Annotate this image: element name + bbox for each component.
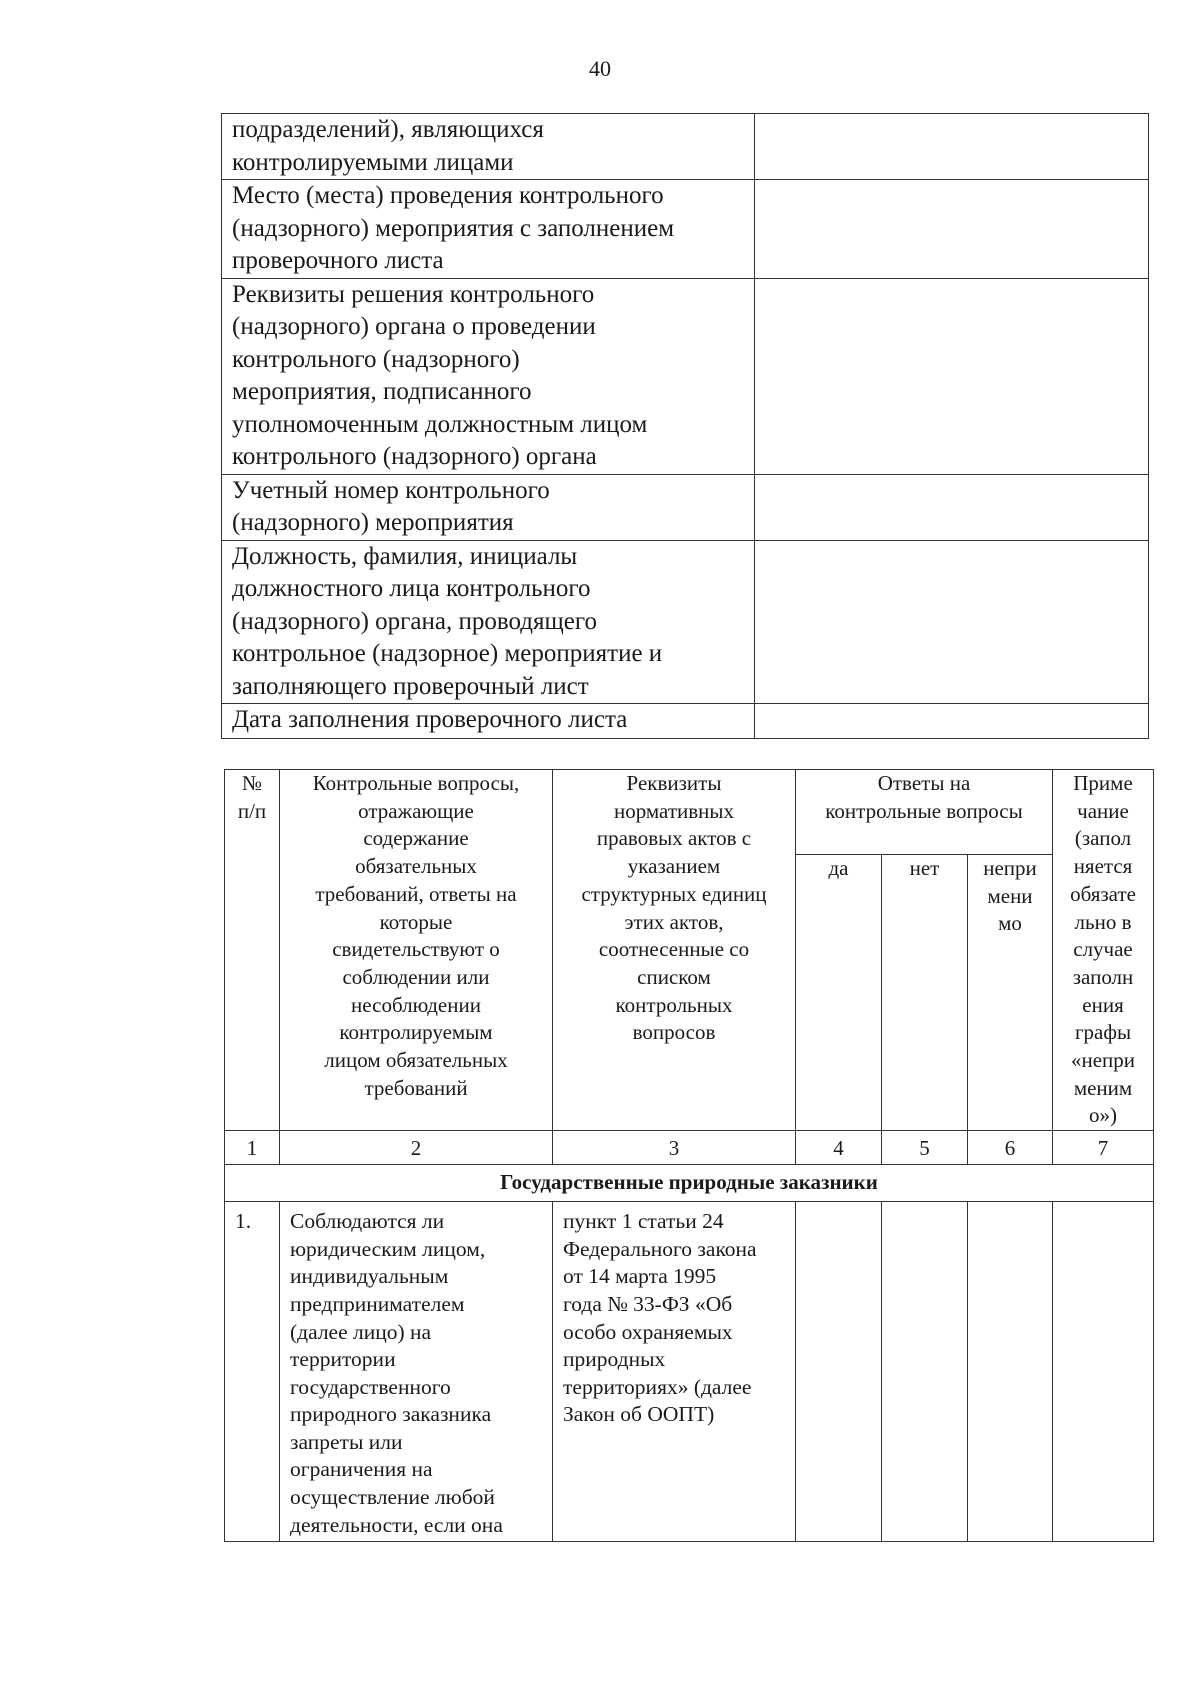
column-number: 5 [882, 1131, 968, 1165]
info-table [221, 113, 1149, 739]
info-label: Реквизиты решения контрольного (надзорного) органа о проведении контрольного (надзорного) мероприятия, подписанного уполномоченным должностным лицом контрольного (надзорного) органа [222, 278, 755, 474]
column-number: 3 [553, 1131, 796, 1165]
info-label: Должность, фамилия, инициалы должностного лица контрольного (надзорного) органа, проводящего контрольное (надзорное) мероприятие и заполняющего проверочный лист [222, 540, 755, 704]
page-number: 40 [589, 56, 611, 81]
info-value-cell[interactable] [755, 180, 1149, 279]
info-row [222, 704, 1149, 739]
column-number: 6 [968, 1131, 1053, 1165]
row-question: Соблюдаются ли юридическим лицом, индивидуальным предпринимателем (далее лицо) на территории государственного природного заказника запреты или ограничения на осуществление любой деятельности, если она [280, 1202, 553, 1542]
header-num: № п/п [225, 770, 280, 1131]
header-note: Приме чание (запол няется обязате льно в случае заполн ения графы «непри меним о») [1053, 770, 1154, 1131]
column-number: 4 [796, 1131, 882, 1165]
header-row [225, 770, 1154, 855]
header-question: Контрольные вопросы, отражающие содержание обязательных требований, ответы на которые свидетельствуют о соблюдении или несоблюдении контролируемым лицом обязательных требований [280, 770, 553, 1131]
checklist-table [224, 769, 1154, 1542]
column-numbers-row [225, 1131, 1154, 1165]
header-yes: да [796, 855, 882, 1131]
info-label: Дата заполнения проверочного листа [222, 704, 755, 739]
info-value-cell[interactable] [755, 474, 1149, 540]
column-number: 1 [225, 1131, 280, 1165]
header-answers: Ответы на контрольные вопросы [796, 770, 1053, 855]
header-na: непри мени мо [968, 855, 1053, 1131]
info-value-cell[interactable] [755, 704, 1149, 739]
info-row [222, 278, 1149, 474]
info-value-cell[interactable] [755, 540, 1149, 704]
answer-yes-cell[interactable] [796, 1202, 882, 1542]
info-row [222, 540, 1149, 704]
header-no: нет [882, 855, 968, 1131]
info-value-cell[interactable] [755, 278, 1149, 474]
info-label: подразделений), являющихся контролируемыми лицами [222, 114, 755, 180]
info-row [222, 180, 1149, 279]
row-num: 1. [225, 1202, 280, 1542]
row-requisites: пункт 1 статьи 24 Федерального закона от 14 марта 1995 года № 33-ФЗ «Об особо охраняемых природных территориях» (далее Закон об ООПТ) [553, 1202, 796, 1542]
info-row [222, 114, 1149, 180]
info-value-cell[interactable] [755, 114, 1149, 180]
header-requisites: Реквизиты нормативных правовых актов с указанием структурных единиц этих актов, соотнесенные со списком контрольных вопросов [553, 770, 796, 1131]
section-title: Государственные природные заказники [225, 1165, 1154, 1202]
column-number: 7 [1053, 1131, 1154, 1165]
answer-na-cell[interactable] [968, 1202, 1053, 1542]
table-row [225, 1202, 1154, 1542]
answer-no-cell[interactable] [882, 1202, 968, 1542]
info-label: Место (места) проведения контрольного (надзорного) мероприятия с заполнением проверочного листа [222, 180, 755, 279]
note-cell[interactable] [1053, 1202, 1154, 1542]
info-label: Учетный номер контрольного (надзорного) мероприятия [222, 474, 755, 540]
info-row [222, 474, 1149, 540]
column-number: 2 [280, 1131, 553, 1165]
section-row [225, 1165, 1154, 1202]
